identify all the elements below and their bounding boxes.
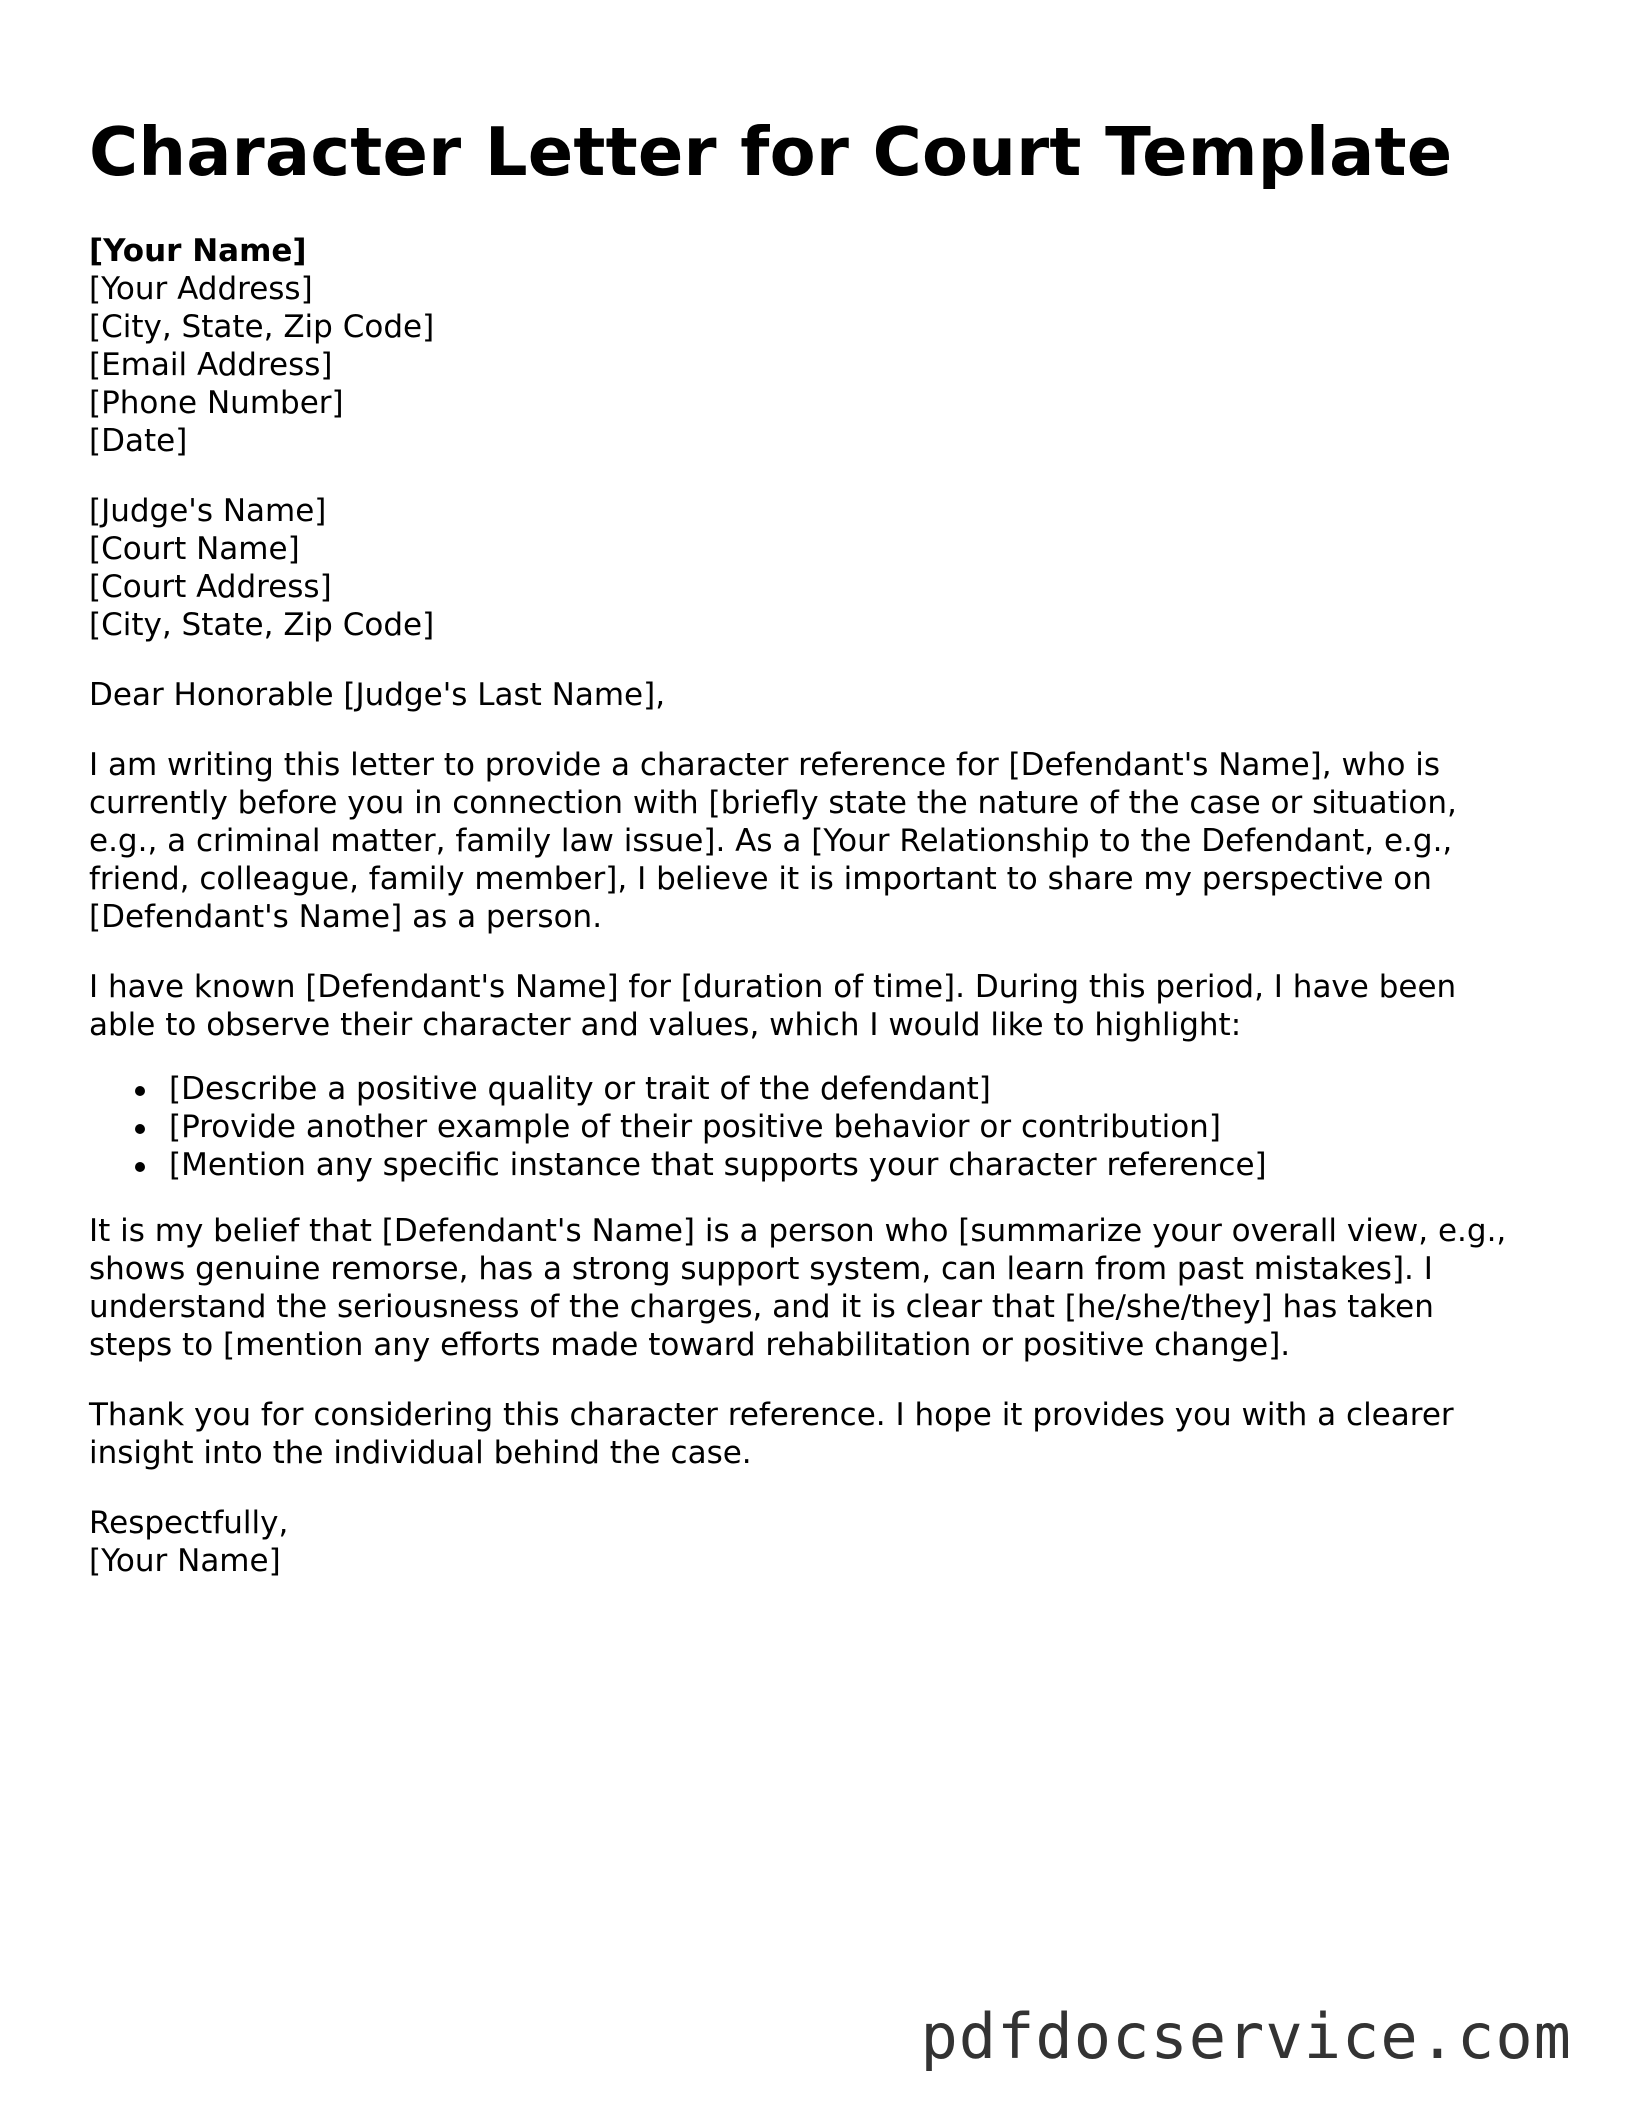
paragraph-line: It is my belief that [Defendant's Name] is a person who [summarize your overall view, e.g., [89, 1213, 1507, 1249]
paragraph-line: Thank you for considering this character reference. I hope it provides you with a clearer [89, 1397, 1454, 1433]
paragraph-line: steps to [mention any efforts made toward rehabilitation or positive change]. [89, 1327, 1291, 1363]
sender-phone: [Phone Number] [89, 385, 344, 421]
list-item [89, 1070, 1549, 1108]
paragraph-line: understand the seriousness of the charges, and it is clear that [he/she/they] has taken [89, 1289, 1434, 1325]
paragraph-line: I am writing this letter to provide a character reference for [Defendant's Name], who is [89, 747, 1441, 783]
list-item-text: [Describe a positive quality or trait of the defendant] [169, 1071, 991, 1107]
paragraph-known [89, 968, 1549, 1044]
bullet-icon [135, 1162, 145, 1172]
paragraph-line: insight into the individual behind the case. [89, 1435, 752, 1471]
court-address: [Court Address] [89, 569, 332, 605]
document-title: Character Letter for Court Template [89, 113, 1453, 191]
signature-name: [Your Name] [89, 1543, 281, 1579]
paragraph-line: e.g., a criminal matter, family law issue]. As a [Your Relationship to the Defendant, e.g., [89, 823, 1453, 859]
paragraph-line: friend, colleague, family member], I believe it is important to share my perspective on [89, 861, 1432, 897]
paragraph-line: shows genuine remorse, has a strong support system, can learn from past mistakes]. I [89, 1251, 1433, 1287]
paragraph-intro [89, 746, 1549, 936]
list-item-text: [Provide another example of their positive behavior or contribution] [169, 1109, 1221, 1145]
letter-page [89, 104, 1549, 1580]
closing-block [89, 1504, 1549, 1580]
sender-block [89, 232, 1549, 460]
court-name: [Court Name] [89, 531, 300, 567]
bullet-icon [135, 1124, 145, 1134]
watermark-text: pdfdocservice.com [920, 2000, 1572, 2073]
qualities-list [89, 1070, 1549, 1184]
paragraph-line: currently before you in connection with [briefly state the nature of the case or situation, [89, 785, 1457, 821]
salutation: Dear Honorable [Judge's Last Name], [89, 677, 666, 713]
bullet-icon [135, 1086, 145, 1096]
judge-name: [Judge's Name] [89, 493, 327, 529]
list-item-text: [Mention any specific instance that supports your character reference] [169, 1147, 1267, 1183]
court-city-state-zip: [City, State, Zip Code] [89, 607, 435, 643]
paragraph-line: able to observe their character and values, which I would like to highlight: [89, 1007, 1242, 1043]
letter-date: [Date] [89, 423, 188, 459]
list-item [89, 1108, 1549, 1146]
paragraph-line: [Defendant's Name] as a person. [89, 899, 603, 935]
sender-city-state-zip: [City, State, Zip Code] [89, 309, 435, 345]
sender-email: [Email Address] [89, 347, 333, 383]
paragraph-thanks [89, 1396, 1549, 1472]
sender-name: [Your Name] [89, 233, 307, 269]
sender-address: [Your Address] [89, 271, 313, 307]
recipient-block [89, 492, 1549, 644]
list-item [89, 1146, 1549, 1184]
paragraph-line: I have known [Defendant's Name] for [duration of time]. During this period, I have been [89, 969, 1457, 1005]
closing: Respectfully, [89, 1505, 289, 1541]
paragraph-belief [89, 1212, 1549, 1364]
